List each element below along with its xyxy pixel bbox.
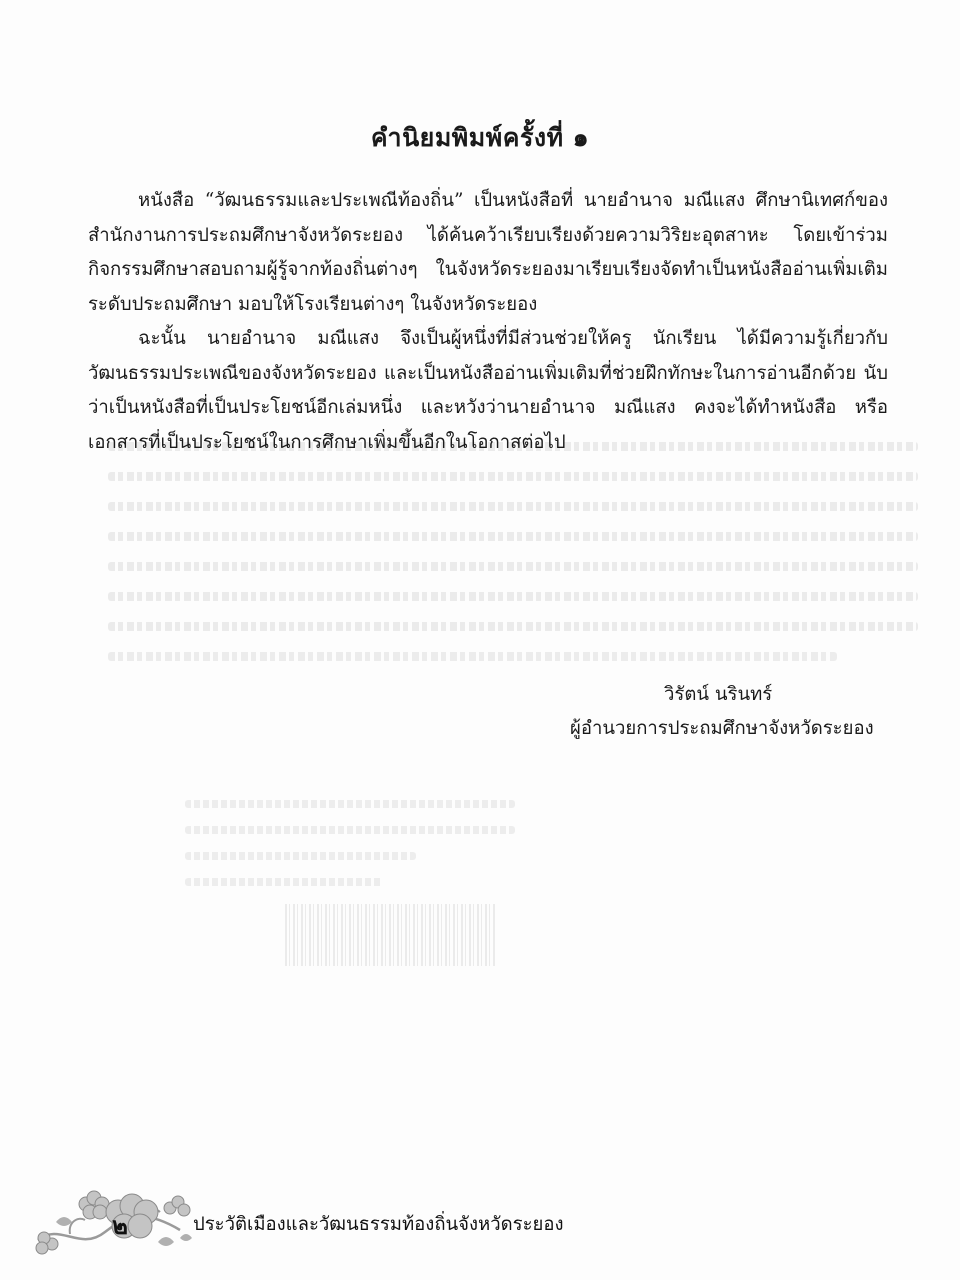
running-footer-title: ประวัติเมืองและวัฒนธรรมท้องถิ่นจังหวัดระยอง xyxy=(193,1214,564,1235)
signatory-position: ผู้อำนวยการประถมศึกษาจังหวัดระยอง xyxy=(570,718,874,739)
paragraph-1: หนังสือ “วัฒนธรรมและประเพณีท้องถิ่น” เป็นหนังสือที่ นายอำนาจ มณีแสง ศึกษานิเทศก์ของสำนักงานการประถมศึกษาจังหวัดระยอง ได้ค้นคว้าเรียบเรียงด้วยความวิริยะอุตสาหะ โดยเข้าร่วมกิจกรรมศึกษาสอบถามผู้รู้จากท้องถิ่นต่างๆ ในจังหวัดระยองมาเรียบเรียงจัดทำเป็นหนังสืออ่านเพิ่มเติมระดับประถมศึกษา มอบให้โรงเรียนต่างๆ ในจังหวัดระยอง xyxy=(88,190,888,315)
paragraph-2: ฉะนั้น นายอำนาจ มณีแสง จึงเป็นผู้หนึ่งที่มีส่วนช่วยให้ครู นักเรียน ได้มีความรู้เกี่ยวกับวัฒนธรรมประเพณีของจังหวัดระยอง และเป็นหนังสืออ่านเพิ่มเติมที่ช่วยฝึกทักษะในการอ่านอีกด้วย นับว่าเป็นหนังสือที่เป็นประโยชน์อีกเล่มหนึ่ง และหวังว่านายอำนาจ มณีแสง คงจะได้ทำหนังสือ หรือเอกสารที่เป็นประโยชน์ในการศึกษาเพิ่มขึ้นอีกในโอกาสต่อไป xyxy=(88,328,888,453)
signatory-name: วิรัตน์ นรินทร์ xyxy=(664,684,773,705)
page-footer xyxy=(30,1182,930,1262)
show-through-text xyxy=(108,442,918,672)
page-number: ๒ xyxy=(112,1212,128,1240)
body-text xyxy=(88,184,888,460)
signature-block xyxy=(560,678,920,746)
page-title: คำนิยมพิมพ์ครั้งที่ ๑ xyxy=(370,123,590,152)
show-through-colophon xyxy=(185,800,515,990)
